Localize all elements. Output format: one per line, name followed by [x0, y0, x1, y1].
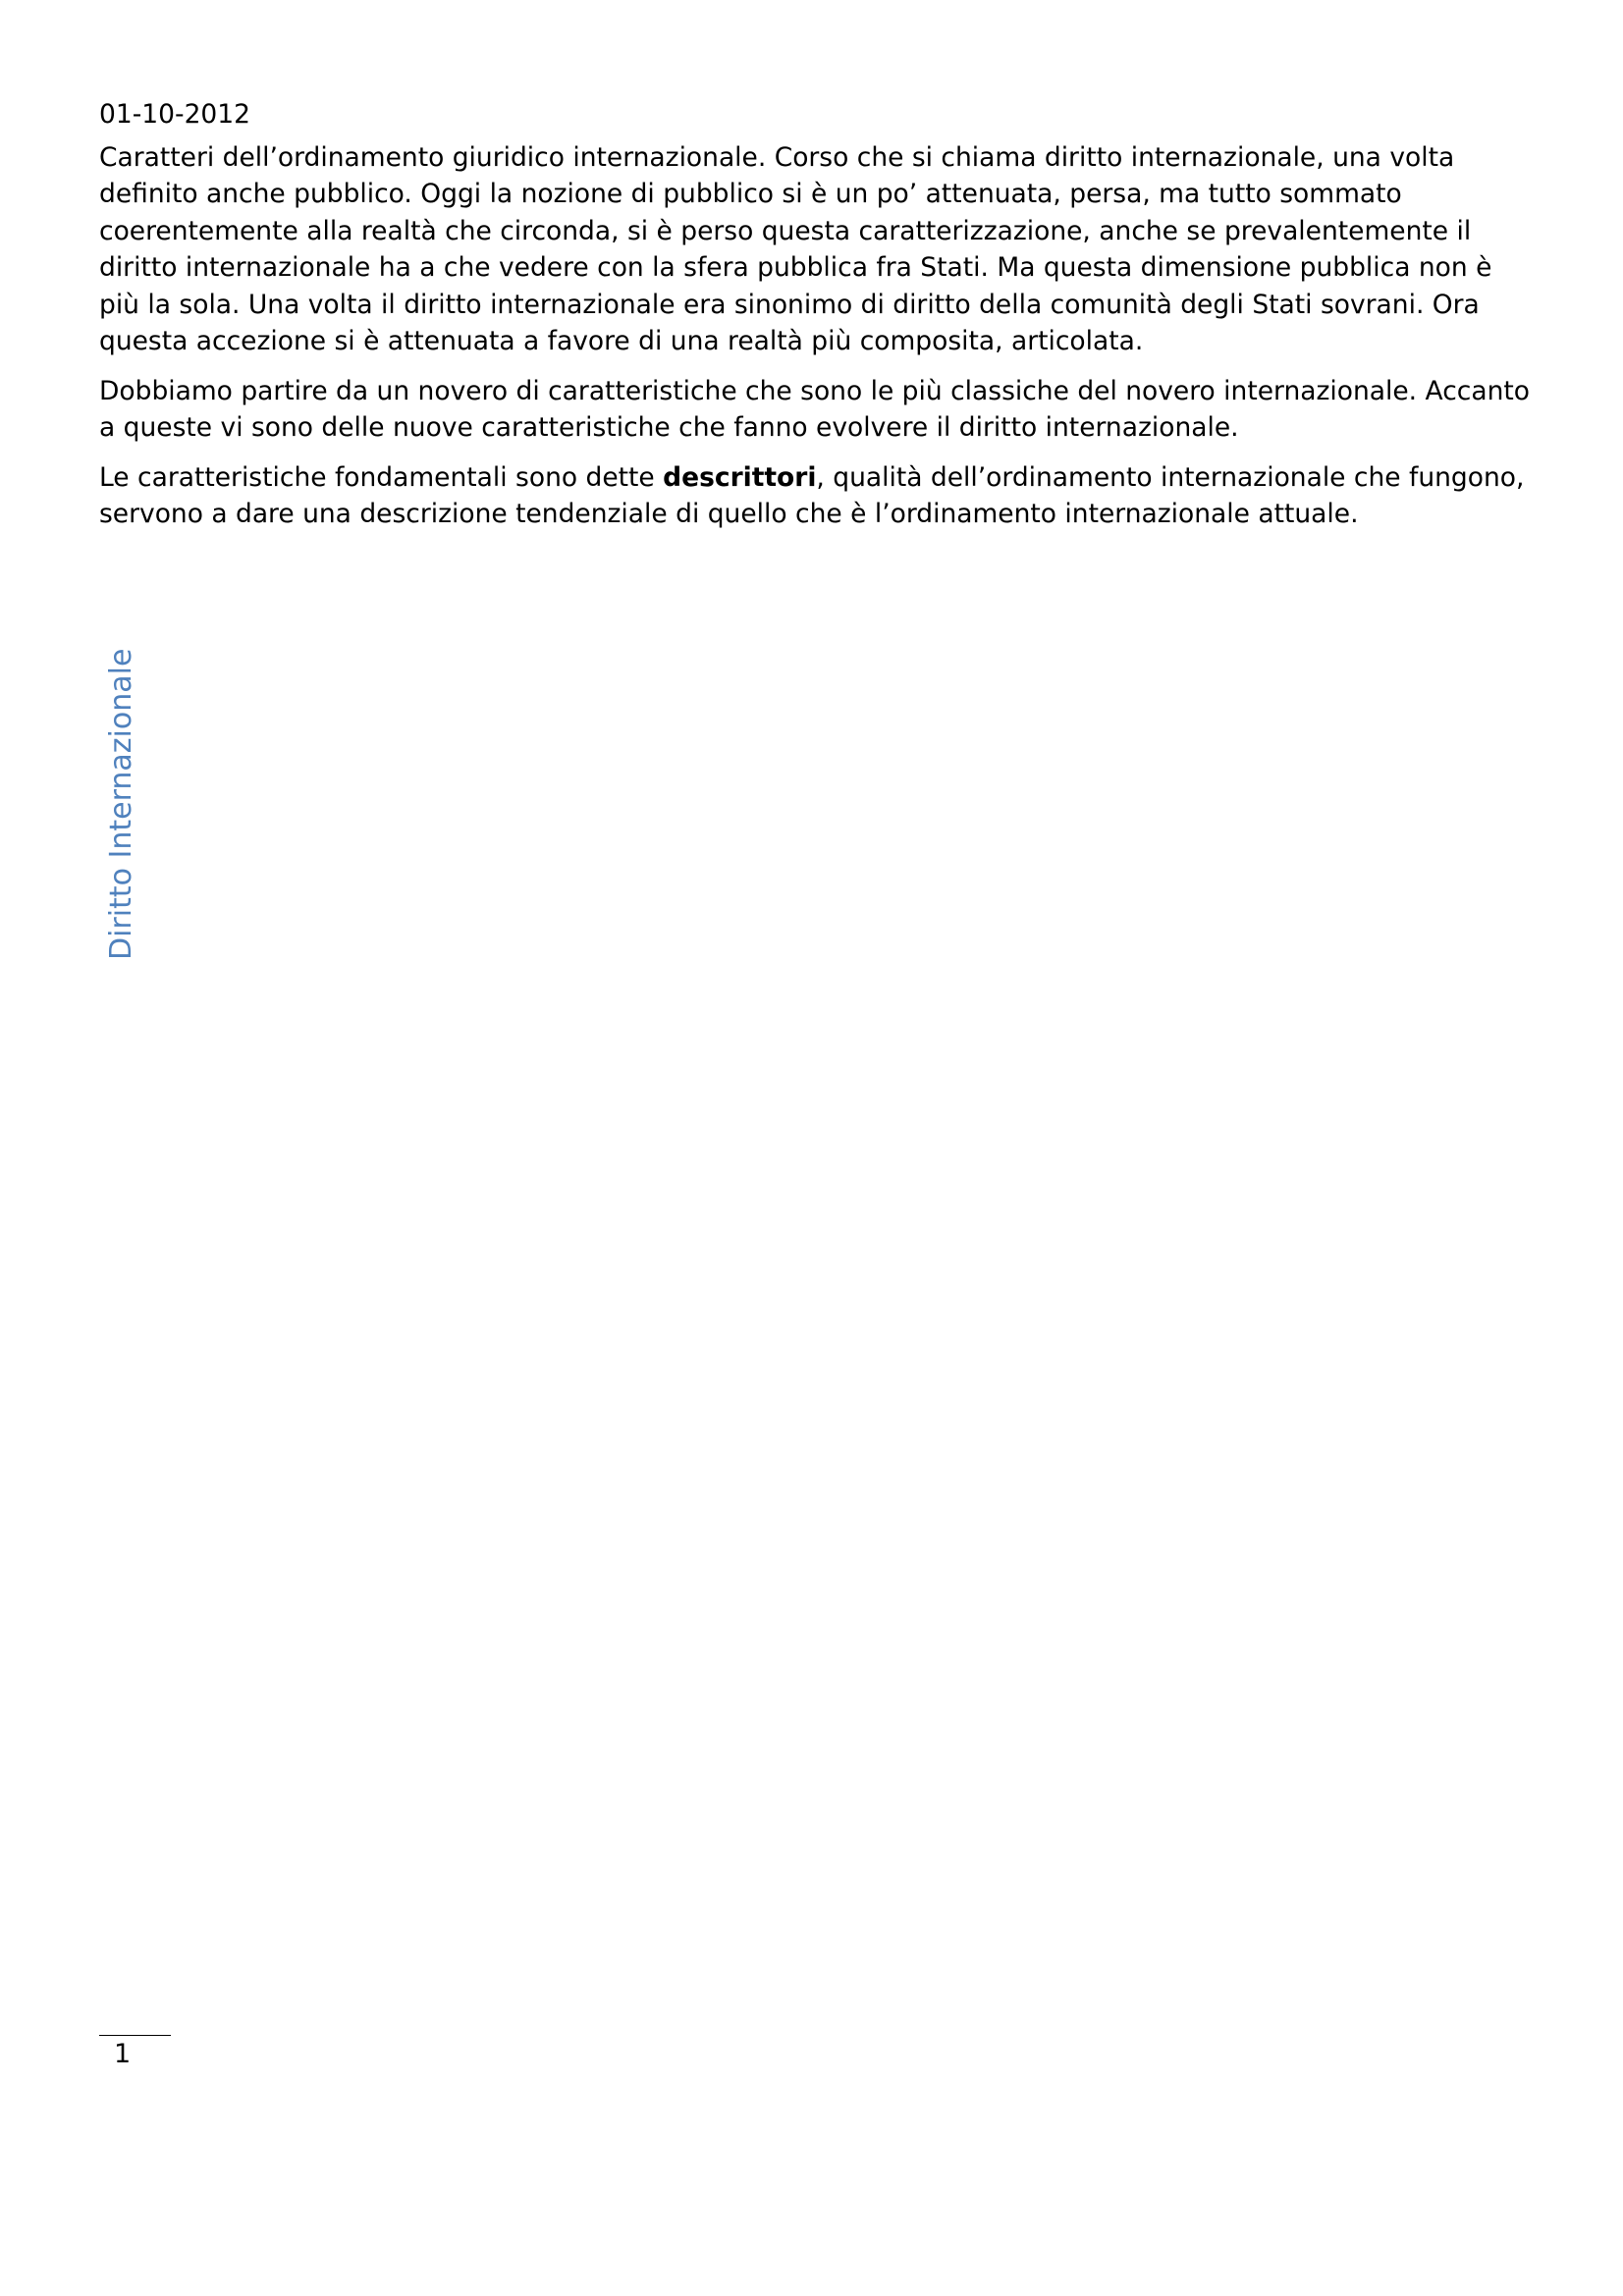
page-number: 1 [114, 2039, 132, 2069]
paragraph-descriptors [99, 459, 1533, 533]
paragraph-descriptors-start: Le caratteristiche fondamentali sono dette [99, 461, 664, 493]
paragraph-descriptors-end: , qualità dell’ordinamento internazionale che fungono, servono a dare una descrizione tendenziale di quello che è l’ordinamento internazionale attuale. [99, 461, 1525, 529]
lecture-date: 01-10-2012 [99, 99, 251, 130]
page-number-rule [99, 2035, 171, 2036]
page-body [99, 96, 1533, 546]
paragraph-characteristics: Dobbiamo partire da un novero di caratteristiche che sono le più classiche del novero internazionale. Accanto a queste vi sono delle nuove caratteristiche che fanno evolvere il diritto internazionale. [99, 375, 1530, 443]
paragraph-intro: Caratteri dell’ordinamento giuridico internazionale. Corso che si chiama diritto internazionale, una volta definito anche pubblico. Oggi la nozione di pubblico si è un po’ attenuata, persa, ma tutto sommato coerentemente alla realtà che circonda, si è perso questa caratterizzazione, anche se prevalentemente il diritto internazionale ha a che vedere con la sfera pubblica fra Stati. Ma questa dimensione pubblica non è più la sola. Una volta il diritto internazionale era sinonimo di diritto della comunità degli Stati sovrani. Ora questa accezione si è attenuata a favore di una realtà più composita, articolata. [99, 141, 1492, 356]
descriptors-term: descrittori [663, 461, 817, 493]
side-title: Diritto Internazionale [104, 648, 138, 960]
